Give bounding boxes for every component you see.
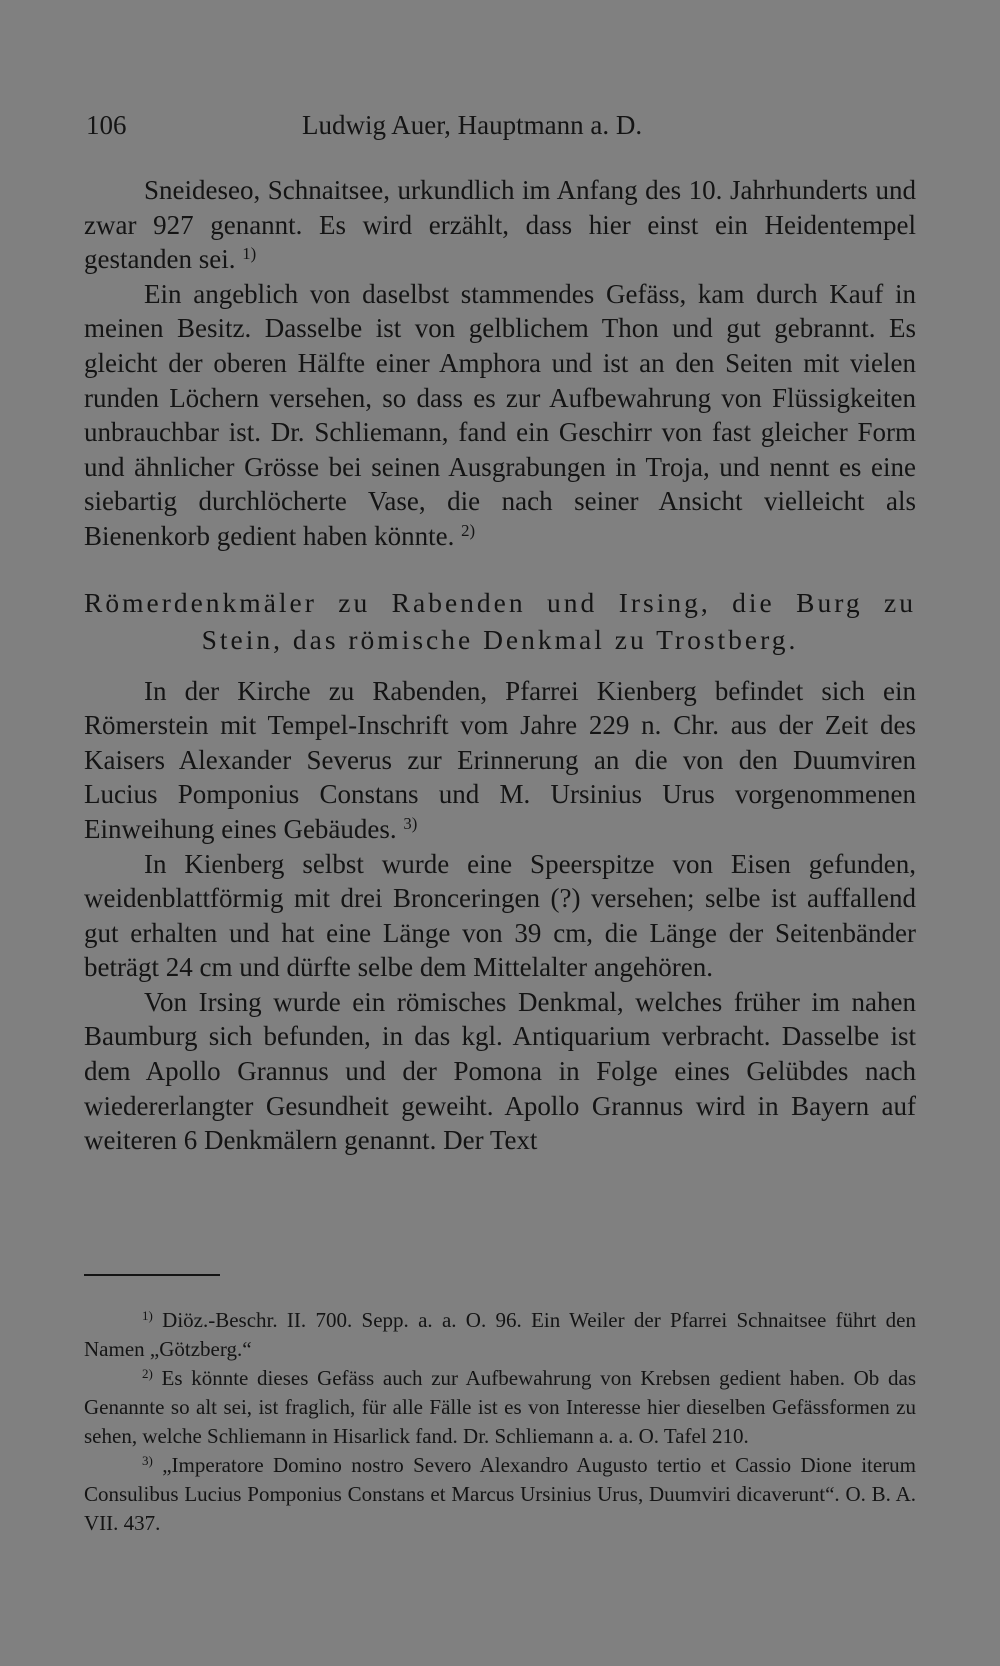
running-title: Ludwig Auer, Hauptmann a. D.: [302, 110, 643, 140]
footnote-marker: 3): [142, 1452, 153, 1468]
footnote-text: „Imperatore Domino nostro Severo Alexandro Augusto tertio et Cassio Dione iterum Consulibus Lucius Pomponius Constans et Marcus Ursinius Urus, Duumviri dicaverunt“. O. B. A. VII. 437.: [84, 1453, 917, 1535]
paragraph: [84, 173, 916, 277]
footnote-reference: 3): [403, 813, 418, 833]
footnote-text: Diöz.-Beschr. II. 700. Sepp. a. a. O. 96. Ein Weiler der Pfarrei Schnaitsee führt den Namen „Götzberg.“: [84, 1308, 917, 1361]
section-heading: [84, 584, 916, 658]
footnote: [84, 1306, 916, 1364]
footnote-divider: [84, 1274, 220, 1276]
footnote-text: Es könnte dieses Gefäss auch zur Aufbewahrung von Krebsen gedient haben. Ob das Genannte so alt sei, ist fraglich, für alle Fälle ist es von Interesse hier dieselben Gefässformen zu sehen, welche Schliemann in Hisarlick fand. Dr. Schliemann a. a. O. Tafel 210.: [84, 1366, 916, 1448]
paragraph-text: In Kienberg selbst wurde eine Speerspitze von Eisen gefunden, weidenblattförmig mit drei Bronceringen (?) versehen; selbe ist auffallend gut erhalten und hat eine Länge von 39 cm, die Länge der Seitenbänder beträgt 24 cm und dürfte selbe dem Mittelalter angehören.: [84, 848, 916, 983]
paragraph-text: Von Irsing wurde ein römisches Denkmal, welches früher im nahen Baumburg sich befunden, in das kgl. Antiquarium verbracht. Dasselbe ist dem Apollo Grannus und der Pomona in Folge eines Gelübdes nach wiedererlangter Gesundheit geweiht. Apollo Grannus wird in Bayern auf weiteren 6 Denkmälern genannt. Der Text: [84, 986, 916, 1156]
footnote-reference: 2): [461, 520, 476, 540]
footnote: [84, 1364, 916, 1451]
paragraph: [84, 674, 916, 847]
footnote-reference: 1): [242, 243, 257, 263]
paragraph-text: Ein angeblich von daselbst stammendes Gefäss, kam durch Kauf in meinen Besitz. Dasselbe ist von gelblichem Thon und gut gebrannt. Es gleicht der oberen Hälfte einer Amphora und ist an den Seiten mit vielen runden Löchern versehen, so dass es zur Aufbewahrung von Flüssigkeiten unbrauchbar ist. Dr. Schliemann, fand ein Geschirr von fast gleicher Form und ähnlicher Grösse bei seinen Ausgrabungen in Troja, und nennt es eine siebartig durchlöcherte Vase, die nach seiner Ansicht vielleicht als Bienenkorb gedient haben könnte.: [84, 278, 916, 551]
page-number: 106: [86, 110, 127, 140]
footnotes: [84, 1306, 916, 1538]
paragraph: [84, 847, 916, 985]
footnote: [84, 1451, 916, 1538]
section-heading-line: Stein, das römische Denkmal zu Trostberg.: [201, 623, 799, 655]
paragraph-text: Sneideseo, Schnaitsee, urkundlich im Anfang des 10. Jahrhunderts und zwar 927 genannt. Es wird erzählt, dass hier einst ein Heidentempel gestanden sei.: [84, 175, 916, 275]
paragraph-text: In der Kirche zu Rabenden, Pfarrei Kienberg befindet sich ein Römerstein mit Tempel-Inschrift vom Jahre 229 n. Chr. aus der Zeit des Kaisers Alexander Severus zur Erinnerung an die von den Duumviren Lucius Pomponius Constans und M. Ursinius Urus vorgenommenen Einweihung eines Gebäudes.: [84, 675, 916, 844]
footnote-marker: 2): [142, 1365, 153, 1381]
paragraph: [84, 985, 916, 1158]
section-body: [84, 674, 916, 1158]
footnote-marker: 1): [142, 1307, 153, 1323]
section-heading-line: Römerdenkmäler zu Rabenden und Irsing, die Burg zu: [84, 586, 916, 618]
main-text: [84, 173, 916, 1158]
running-header: [86, 110, 916, 150]
paragraph: [84, 277, 916, 554]
